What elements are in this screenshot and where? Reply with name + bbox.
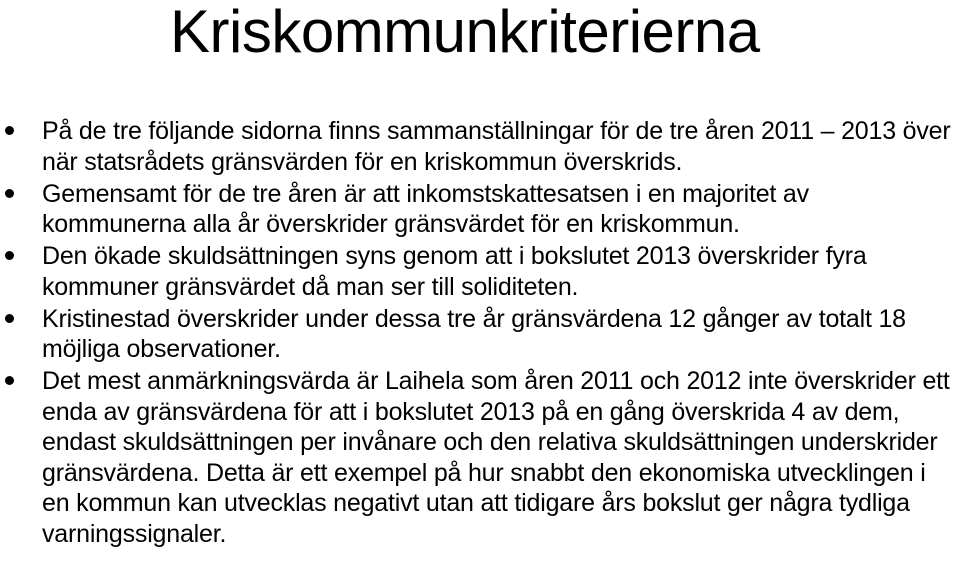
slide-title: Kriskommunkriterierna [170,0,760,65]
bullet-text: Den ökade skuldsättningen syns genom att i bokslutet 2013 överskrider fyra kommuner gränsvärdet då man ser till soliditeten. [42,242,867,301]
bullet-item [0,304,952,365]
bullet-dot-icon [5,126,14,135]
bullet-dot-icon [5,314,14,323]
bullet-item [0,116,952,177]
bullet-text: Kristinestad överskrider under dessa tre år gränsvärdena 12 gånger av totalt 18 möjliga observationer. [42,304,906,363]
bullet-text: Gemensamt för de tre åren är att inkomstskattesatsen i en majoritet av kommunerna alla år överskrider gränsvärdet för en kriskommun. [42,179,809,238]
bullet-item [0,179,952,240]
bullet-dot-icon [5,376,14,385]
bullet-item [0,241,952,302]
bullet-text: På de tre följande sidorna finns sammanställningar för de tre åren 2011 – 2013 över när statsrådets gränsvärden för en kriskommun överskrids. [42,117,951,176]
bullet-list [0,116,960,551]
bullet-dot-icon [5,189,14,198]
bullet-text: Det mest anmärkningsvärda är Laihela som åren 2011 och 2012 inte överskrider ett enda av gränsvärdena för att i bokslutet 2013 på en gång överskrida 4 av dem, endast skuldsättningen per invånare och den relativa skuldsättningen underskrider gränsvärdena. Detta är ett exempel på hur snabbt den ekonomiska utvecklingen i en kommun kan utvecklas negativt utan att tidigare års bokslut ger några tydliga varningssignaler. [42,367,950,548]
bullet-item [0,366,952,549]
bullet-dot-icon [5,251,14,260]
